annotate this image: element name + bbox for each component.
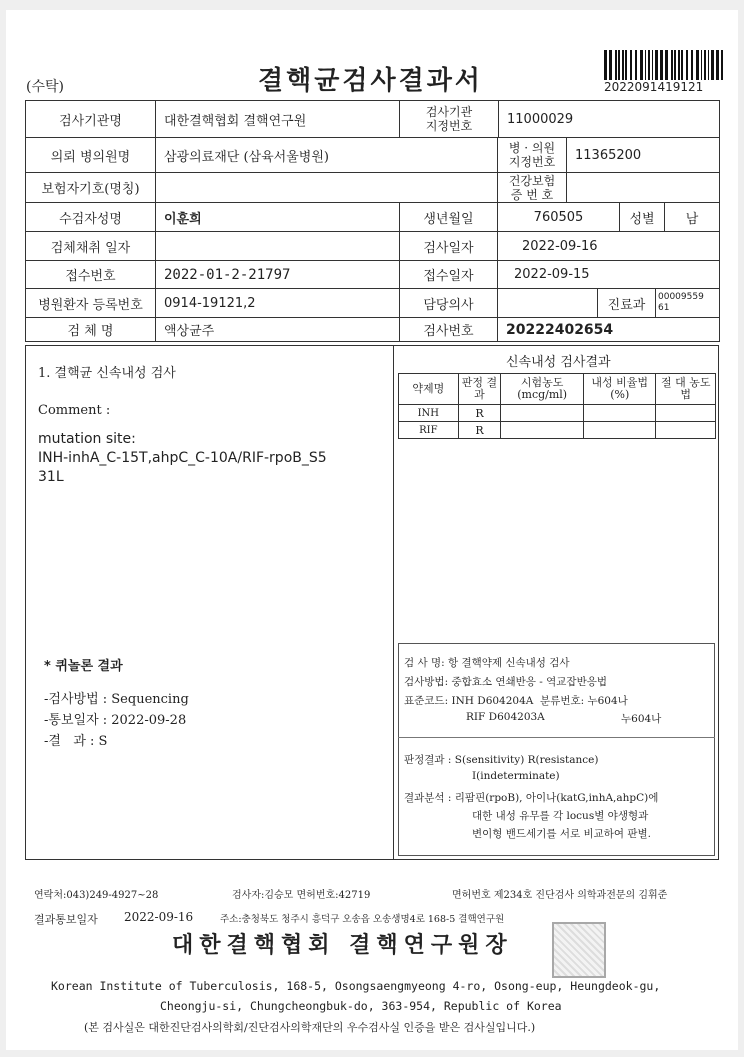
notes-analysis-1: 결과분석 : 리팜핀(rpoB), 아이나(katG,inhA,ahpC)에 [404, 792, 659, 804]
barcode-bar [716, 50, 719, 80]
barcode-bar [648, 50, 650, 80]
official-seal [552, 922, 606, 978]
barcode-bar [615, 50, 617, 80]
notes-analysis-3: 변이형 밴드세기를 서로 비교하여 판별. [472, 828, 651, 840]
sex-value: 남 [685, 211, 699, 227]
receipt-number-value: 2022-01-2-21797 [164, 266, 291, 283]
barcode-bar [711, 50, 714, 80]
barcode-bar [681, 50, 683, 80]
table-header-row [399, 374, 716, 405]
barcode-bar [660, 50, 663, 80]
receipt-number-label: 접수번호 [65, 269, 116, 284]
collection-date-label: 검체채취 일자 [50, 240, 131, 256]
barcode-bar [721, 50, 723, 80]
receipt-date-label: 접수일자 [423, 269, 474, 284]
barcode-bar [635, 50, 637, 80]
barcode-bar [640, 50, 643, 80]
quinolone-method: -검사방법 : Sequencing [44, 692, 189, 707]
rapid-table-title: 신속내성 검사결과 [506, 355, 611, 370]
mutation-line-1: mutation site: [38, 431, 136, 447]
hospital-label: 의뢰 병의원명 [50, 149, 131, 165]
barcode-bar [686, 50, 688, 80]
section-title: 1. 결핵균 신속내성 검사 [38, 366, 176, 381]
barcode-bar [652, 50, 653, 80]
request-tag: (수탁) [26, 79, 64, 95]
specimen-value: 액상균주 [164, 324, 215, 339]
hospital-value: 삼광의료재단 (삼육서울병원) [164, 149, 329, 165]
table-header-cell: 절 대 농도법 [656, 374, 716, 405]
table-cell [501, 422, 584, 439]
notes-code-line-2: RIF D604203A [466, 711, 545, 723]
barcode-bar [609, 50, 612, 80]
table-header-cell: 시험농도 (mcg/ml) [501, 374, 584, 405]
notes-test-method: 검사방법: 중합효소 연쇄반응 - 역교잡반응법 [404, 676, 608, 688]
registration-value: 0914-19121,2 [164, 295, 256, 311]
barcode-bar [618, 50, 620, 80]
patient-value: 이훈희 [164, 211, 202, 227]
quinolone-report-date: -통보일자 : 2022-09-28 [44, 713, 187, 728]
notes-judgement-1: 판정결과 : S(sensitivity) R(resistance) [404, 754, 599, 766]
registration-label: 병원환자 등록번호 [38, 297, 143, 313]
insured-label: 보험자기호(명칭) [41, 182, 140, 197]
table-header-cell: 내성 비율법(%) [584, 374, 656, 405]
department-label: 진료과 [607, 297, 646, 313]
table-row [399, 405, 716, 422]
barcode-bar [604, 50, 607, 80]
patient-label: 수검자성명 [59, 211, 122, 227]
department-value: 00009559 61 [658, 292, 704, 313]
barcode-bar [674, 50, 676, 80]
organization-name: 대한결핵협회 결핵연구원장 [172, 932, 513, 958]
sex-label: 성별 [629, 211, 655, 227]
exam-number-value: 20222402654 [506, 321, 614, 338]
footer-report-date-value: 2022-09-16 [124, 910, 194, 924]
institution-value: 대한결핵협회 결핵연구원 [164, 113, 307, 129]
notes-test-name: 검 사 명: 항 결핵약제 신속내성 검사 [404, 657, 570, 669]
dob-value: 760505 [533, 209, 584, 225]
footer-address-kr: 주소:충청북도 청주시 흥덕구 오송읍 오송생명4로 168-5 결핵연구원 [220, 914, 505, 925]
notes-analysis-2: 대한 내성 유무를 각 locus별 야생형과 [472, 810, 649, 822]
footer-address-en-2: Cheongju-si, Chungcheongbuk-do, 363-954, Republic of Korea [160, 999, 562, 1013]
barcode-bar [622, 50, 624, 80]
barcode-bar [630, 50, 632, 80]
footer-certification: (본 검사실은 대한진단검사의학회/진단검사의학재단의 우수검사실 인증을 받은 검사실입니다.) [84, 1021, 536, 1034]
receipt-date-value: 2022-09-15 [514, 267, 590, 282]
barcode-bar [701, 50, 702, 80]
institution-label: 검사기관명 [59, 113, 122, 129]
rapid-results-table [398, 373, 716, 439]
barcode-bar [655, 50, 658, 80]
footer-specialist: 면허번호 제234호 진단검사 의학과전문의 김휘준 [452, 890, 668, 901]
table-cell: RIF [399, 422, 459, 439]
footer-examiner: 검사자:김승모 면허번호:42719 [232, 890, 371, 901]
table-cell [584, 422, 656, 439]
quinolone-title: * 퀴놀론 결과 [44, 659, 123, 674]
table-cell: R [458, 422, 501, 439]
test-date-label: 검사일자 [423, 240, 474, 256]
result-document [6, 10, 738, 1050]
barcode-bar [708, 50, 709, 80]
footer-address-en-1: Korean Institute of Tuberculosis, 168-5, Osongsaengmyeong 4-ro, Osong-eup, Heungdeok-gu, [51, 979, 661, 993]
table-row [399, 422, 716, 439]
mutation-line-2: INH-inhA_C-15T,ahpC_C-10A/RIF-rpoB_S5 [38, 450, 327, 466]
footer-report-date-label: 결과통보일자 [34, 913, 98, 926]
comment-label: Comment : [38, 403, 111, 418]
test-date-value: 2022-09-16 [522, 238, 598, 254]
table-header-cell: 약제명 [399, 374, 459, 405]
notes-judgement-2: I(indeterminate) [472, 770, 560, 782]
notes-code-line-2-class: 누604나 [621, 713, 662, 725]
table-header-cell: 판정 결과 [458, 374, 501, 405]
barcode-icon [603, 50, 725, 80]
dob-label: 생년월일 [423, 211, 474, 227]
table-cell [501, 405, 584, 422]
table-cell: INH [399, 405, 459, 422]
document-title: 결핵균검사결과서 [258, 66, 483, 96]
barcode-bar [625, 50, 627, 80]
barcode-number: 2022091419121 [604, 80, 704, 94]
barcode-bar [665, 50, 668, 80]
barcode-bar [704, 50, 706, 80]
barcode-bar [645, 50, 646, 80]
barcode-bar [691, 50, 693, 80]
barcode-bar [678, 50, 680, 80]
quinolone-result: -결 과 : S [44, 734, 108, 749]
table-cell: R [458, 405, 501, 422]
table-cell [656, 422, 716, 439]
table-cell [656, 405, 716, 422]
clinic-number-value: 11365200 [575, 147, 642, 163]
barcode-bar [696, 50, 699, 80]
doctor-label: 담당의사 [423, 297, 474, 313]
insurance-card-label: 건강보험 증 번 호 [508, 173, 556, 202]
barcode-bar [671, 50, 673, 80]
designation-value: 11000029 [507, 111, 574, 127]
notes-code-line-1: 표준코드: INH D604204A 분류번호: 누604나 [404, 695, 628, 707]
clinic-number-label: 병 · 의원 지정번호 [508, 141, 556, 169]
designation-label: 검사기관 지정번호 [425, 105, 473, 133]
specimen-label: 검 체 명 [67, 324, 114, 339]
barcode [603, 50, 725, 80]
footer-contact: 연락처:043)249-4927~28 [34, 890, 159, 901]
mutation-line-3: 31L [38, 469, 64, 485]
exam-number-label: 검사번호 [423, 324, 474, 339]
table-cell [584, 405, 656, 422]
